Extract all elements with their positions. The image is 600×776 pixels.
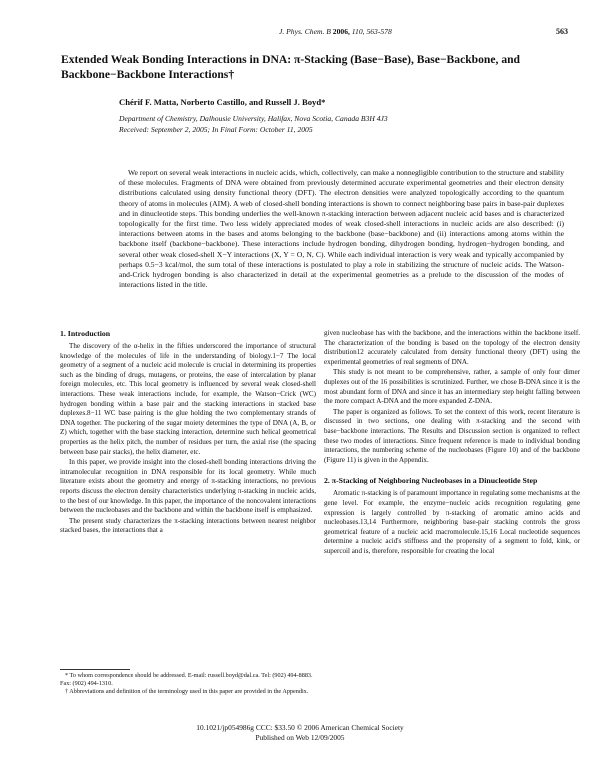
- right-column: [324, 329, 580, 556]
- article-title: Extended Weak Bonding Interactions in DNA: π-Stacking (Base−Base), Base−Backbone, and Backbone−Backbone Interactions†: [61, 53, 521, 81]
- abstract: We report on several weak interactions in nucleic acids, which, collectively, can make a nonnegligible contribution to the structure and stability of these molecules. Fragments of DNA were obtained from previously determined accurate experimental geometries and their electron density distributions calculated using density functional theory (DFT). The electron densities were analyzed topologically according to the quantum theory of atoms in molecules (AIM). A web of closed-shell bonding interactions is shown to connect neighboring base pairs in base-pair duplexes and in dinucleotide steps. This bonding underlies the well-known π-stacking interaction between adjacent nucleic acid bases and is characterized topologically for the first time. Two less widely appreciated modes of weak closed-shell interactions in nucleic acids are also described: (i) interactions between atoms in the bases and atoms belonging to the backbone (base−backbone) and (ii) interactions among atoms within the backbone itself (backbone−backbone). These interactions include hydrogen bonding, dihydrogen bonding, hydrogen−hydrogen bonding, and several other weak closed-shell X−Y interactions (X, Y = O, N, C). While each individual interaction is very weak and typically accompanied by perhaps 0.5−3 kcal/mol, the sum total of these interactions is postulated to play a role in stabilizing the structure of nucleic acids. The Watson-and-Crick hydrogen bonding is also characterized in detail at the experimental geometries as a prelude to the discussion of the modes of interactions listed in the title.: [119, 168, 564, 290]
- journal-pages: 563-578: [366, 27, 392, 36]
- paragraph: The paper is organized as follows. To set the context of this work, recent literature is discussed in two sections, one dealing with π-stacking and the second with base−backbone interactions. The Results and Discussion section is organized to reflect these two modes of interactions. Since frequent reference is made to individual bonding interactions, the numbering scheme of the nucleobases (Figure 10) and of the backbone (Figure 11) is given in the Appendix.: [324, 407, 580, 464]
- section-heading-pi-stacking: 2. π-Stacking of Neighboring Nucleobases in a Dinucleotide Step: [324, 476, 538, 486]
- affiliation: Department of Chemistry, Dalhousie University, Halifax, Nova Scotia, Canada B3H 4J3: [119, 114, 388, 123]
- page-footer: [0, 723, 600, 743]
- footnote-abbreviations: † Abbreviations and definition of the terminology used in this paper are provided in the Appendix.: [65, 688, 309, 696]
- page-number: 563: [556, 27, 568, 36]
- footnote-correspondence: * To whom correspondence should be addressed. E-mail: russell.boyd@dal.ca. Tel: (902) 494-8883. Fax: (902) 494-1310.: [60, 672, 313, 688]
- author-list: Chérif F. Matta, Norberto Castillo, and Russell J. Boyd*: [119, 97, 326, 107]
- section-heading-introduction: 1. Introduction: [60, 329, 111, 338]
- journal-name: J. Phys. Chem. B: [279, 27, 331, 36]
- left-column: [60, 329, 316, 536]
- paragraph: The present study characterizes the π-stacking interactions between nearest neighbor stacked bases, the interactions that a: [60, 516, 316, 535]
- doi-line: 10.1021/jp054986g CCC: $33.50 © 2006 American Chemical Society: [196, 723, 404, 732]
- journal-year: 2006,: [332, 27, 350, 36]
- running-head: [0, 27, 600, 39]
- paragraph: given nucleobase has with the backbone, and the interactions within the backbone itself. The characterization of the bonding is based on the topology of the electron density distribution12 accurately calculated from density functional theory (DFT) using the experimental geometries of real segments of DNA.: [324, 329, 580, 366]
- journal-citation: [279, 27, 392, 36]
- journal-volume: 110,: [351, 27, 365, 36]
- footnote-divider: [60, 669, 130, 670]
- paragraph: Aromatic π-stacking is of paramount importance in regulating some mechanisms at the gene level. For example, the enzyme−nucleic acids recognition regulating gene expression is largely controlled by π-stacking of aromatic amino acids and nucleobases.13,14 Furthermore, neighboring base-pair stacking controls the gross geometrical feature of a nucleic acid macromolecule.15,16 Local nucleotide sequences determine a nucleic acid's stiffness and the propensity of a segment to fold, kink, or supercoil and is, therefore, responsible for creating the local: [324, 489, 580, 555]
- paragraph: In this paper, we provide insight into the closed-shell bonding interactions driving the intramolecular recognition in DNA responsible for its local geometry. While much literature exists about the geometry and energy of π-stacking interactions, no previous reports discuss the electron density characteristics underlying π-stacking in nucleic acids, to the best of our knowledge. In this paper, the importance of the noncovalent interactions between the nucleobases and the backbone and within the backbone itself is emphasized.: [60, 458, 316, 515]
- footnotes: [60, 672, 316, 697]
- paragraph: The discovery of the α-helix in the fifties underscored the importance of structural knowledge of the molecules of life in the understanding of biology.1−7 The local geometry of a segment of a nucleic acid molecule is crucial in determining its properties such as the binding of drugs, mutagens, or proteins, the ease of intercalation by planar foreign molecules, etc. This local geometry is influenced by several weak closed-shell interactions. These weak interactions include, for example, the Watson−Crick (WC) hydrogen bonding within a base pair and the stacking interactions in stacked base duplexes.8−11 WC base pairing is the glue holding the two complementary strands of DNA together. The puckering of the sugar moiety determines the type of DNA (A, B, or Z) which, together with the base stacking interaction, determine such helical geometrical properties as the helix pitch, the number of residues per turn, the axial rise (the spacing between base pair stacks), the helix diameter, etc.: [60, 342, 316, 456]
- paragraph: This study is not meant to be comprehensive, rather, a sample of only four dimer duplexes out of the 16 possibilities is scrutinized. Further, we chose B-DNA since it is the most abundant form of DNA and since it has an intermediary step height falling between the more compact A-DNA and the more expanded Z-DNA.: [324, 368, 580, 406]
- received-dates: Received: September 2, 2005; In Final Form: October 11, 2005: [119, 125, 313, 134]
- published-line: Published on Web 12/09/2005: [255, 733, 345, 742]
- affiliation-block: [119, 113, 388, 135]
